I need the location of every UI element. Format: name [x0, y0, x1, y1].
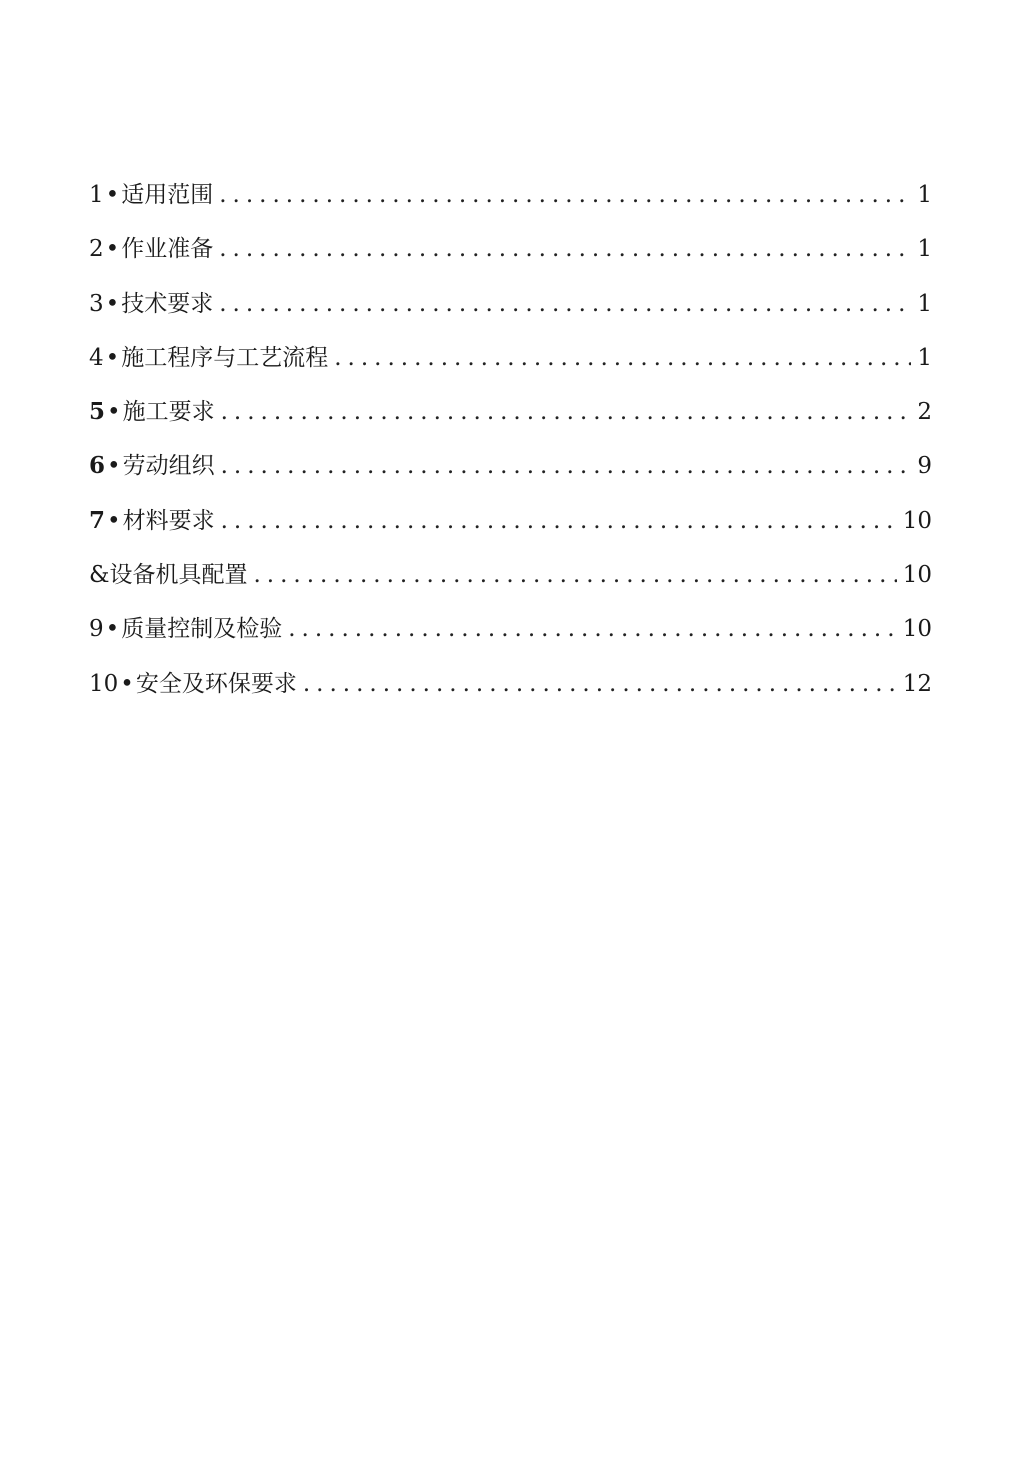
toc-entry-page: 12: [902, 670, 932, 697]
toc-entry-label: [89, 230, 213, 268]
toc-entry-page: 2: [917, 399, 932, 426]
toc-entry-separator: •: [105, 236, 120, 263]
toc-entry-label: [89, 339, 328, 377]
toc-entry-title: 质量控制及检验: [121, 616, 283, 643]
toc-entry-title: 技术要求: [121, 290, 214, 317]
toc-entry-page: 10: [902, 507, 932, 534]
toc-dot-leader: [221, 393, 912, 431]
toc-entry-title: 安全及环保要求: [135, 670, 297, 697]
toc-entry-separator: •: [105, 616, 120, 643]
toc-entry-separator: •: [105, 344, 120, 371]
toc-entry-label: [89, 285, 213, 323]
toc-dot-leader: [253, 556, 896, 594]
toc-entry-number: 4: [89, 344, 104, 371]
toc-entry-separator: •: [107, 399, 121, 426]
toc-entry[interactable]: [89, 339, 932, 393]
toc-entry-number: 6: [89, 452, 106, 480]
toc-entry-title: 适用范围: [121, 182, 214, 208]
toc-entry-label: [89, 556, 247, 594]
toc-entry-page: 9: [917, 453, 932, 480]
toc-entry[interactable]: [89, 610, 932, 664]
toc-entry[interactable]: [89, 502, 932, 556]
toc-entry-label: [89, 176, 213, 214]
toc-entry-title: 设备机具配置: [109, 562, 248, 589]
toc-dot-leader: [219, 230, 911, 268]
toc-dot-leader: [288, 610, 897, 648]
toc-dot-leader: [303, 665, 897, 703]
toc-entry-number: 10: [89, 670, 119, 697]
toc-entry-page: 1: [917, 236, 932, 263]
toc-entry[interactable]: [89, 285, 932, 339]
toc-entry[interactable]: [89, 176, 932, 230]
table-of-contents: [89, 176, 932, 719]
toc-dot-leader: [219, 285, 911, 323]
toc-entry-title: 施工程序与工艺流程: [121, 344, 329, 371]
toc-entry-number: 9: [89, 616, 104, 643]
toc-entry[interactable]: [89, 556, 932, 610]
toc-entry[interactable]: [89, 447, 932, 501]
toc-entry-label: [89, 393, 215, 431]
toc-entry-label: [89, 502, 215, 540]
toc-entry-separator: •: [107, 507, 121, 534]
toc-dot-leader: [221, 447, 912, 485]
toc-entry-number: &: [89, 562, 110, 589]
toc-entry[interactable]: [89, 393, 932, 447]
toc-entry-label: [89, 665, 297, 703]
toc-entry-page: 1: [917, 344, 932, 371]
toc-entry-page: 1: [917, 290, 932, 317]
toc-entry-page: 10: [902, 616, 932, 643]
toc-dot-leader: [219, 176, 911, 214]
toc-entry-label: [89, 610, 282, 648]
toc-entry-title: 材料要求: [122, 507, 215, 534]
toc-entry-separator: •: [120, 670, 134, 697]
toc-entry-page: 10: [902, 562, 932, 589]
toc-entry-title: 施工要求: [122, 399, 215, 426]
toc-entry-separator: •: [105, 182, 120, 208]
toc-entry-number: 2: [89, 236, 104, 263]
toc-dot-leader: [334, 339, 911, 377]
toc-entry-number: 5: [89, 398, 106, 426]
toc-entry-label: [89, 447, 215, 485]
toc-entry[interactable]: [89, 230, 932, 284]
toc-entry-title: 作业准备: [121, 236, 214, 263]
toc-entry-separator: •: [105, 290, 120, 317]
toc-entry-number: 7: [89, 506, 106, 534]
toc-entry[interactable]: [89, 665, 932, 719]
toc-dot-leader: [221, 502, 897, 540]
toc-entry-page: 1: [917, 182, 932, 208]
toc-entry-separator: •: [107, 453, 121, 480]
toc-entry-number: 1: [89, 182, 104, 208]
toc-entry-title: 劳动组织: [122, 453, 215, 480]
toc-entry-number: 3: [89, 290, 104, 317]
